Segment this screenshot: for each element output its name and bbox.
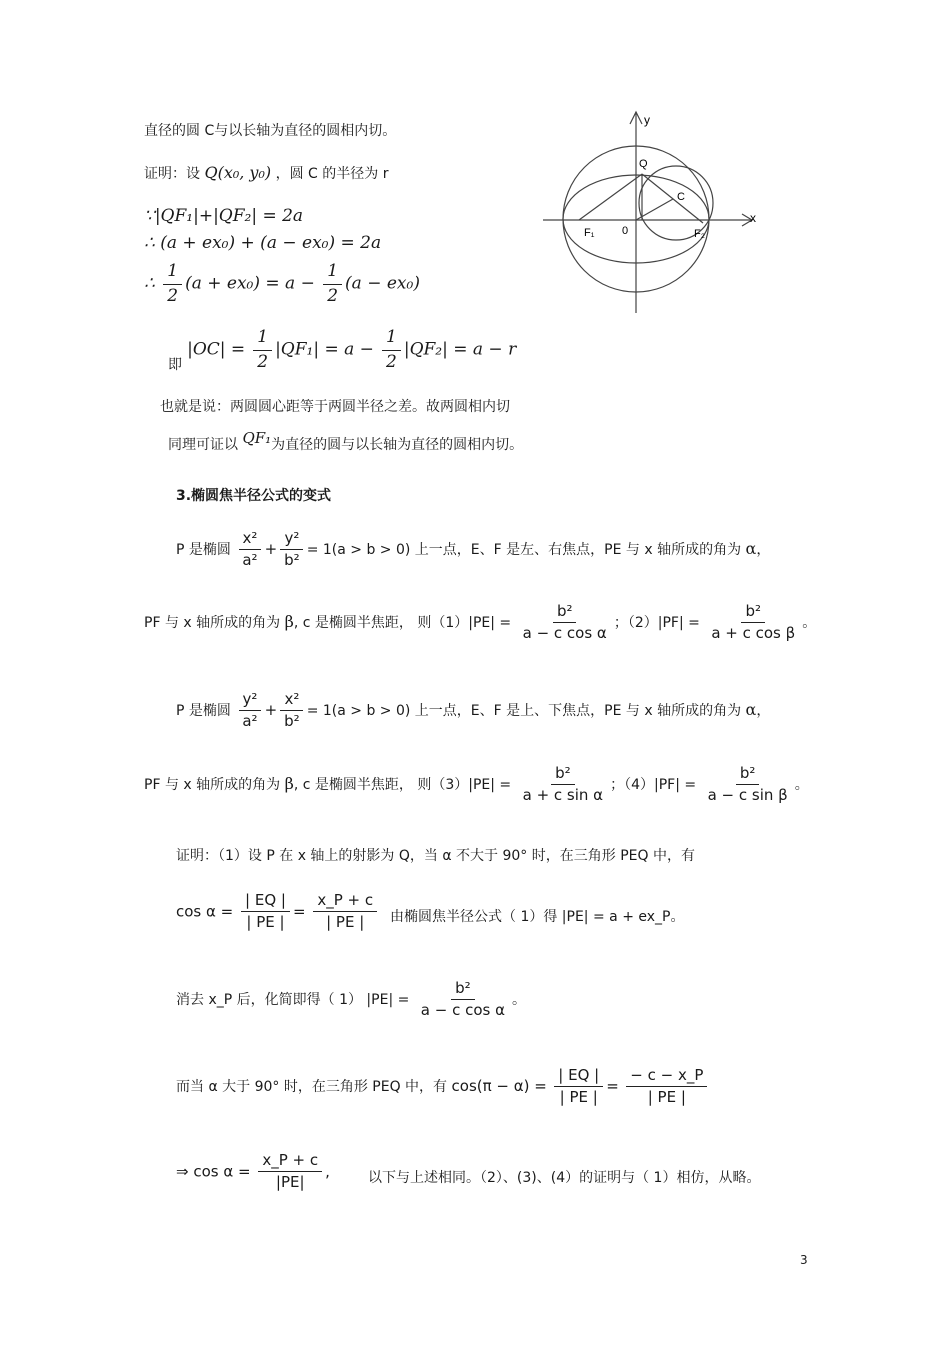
qf1-label: QF₁ (242, 429, 272, 447)
period: 。 (794, 776, 809, 793)
radius-text: ，圆 C 的半径为 r (275, 166, 389, 182)
therefore-symbol: ∴ (144, 273, 155, 294)
equation-1: ∵|QF₁|+|QF₂| = 2a (144, 206, 304, 226)
obtuse-prefix: 而当 α 大于 90° 时，在三角形 PEQ 中，有 (176, 1078, 448, 1095)
formula-3-fraction: $\frac{\text{b²}}{\text{a + c sin α}}$ (522, 764, 604, 805)
proof-line-1: 证明：（1）设 P 在 x 轴上的射影为 Q，当 α 不大于 90° 时，在三角形 PEQ 中，有 (176, 848, 695, 864)
p3-mid: = 1(a > b > 0) 上一点，E、F 是上、下焦点，PE 与 x 轴所成的角为 (306, 702, 742, 719)
p3-prefix: P 是椭圆 (176, 702, 231, 719)
equation-2: ∴ (a + ex₀) + (a − ex₀) = 2a (144, 233, 382, 253)
equation-3 (144, 262, 420, 306)
y2-over-a2: $\frac{\text{y²}}{\text{a²}}$ (238, 691, 261, 731)
section3-line-4 (144, 765, 809, 805)
elim-prefix: 消去 x_P 后，化简即得（ 1） |PE| = (176, 991, 410, 1008)
p4-mid2: ；（4）|PF| = (610, 776, 697, 793)
similar-suffix: 为直径的圆与以长轴为直径的圆相内切。 (271, 437, 524, 453)
section-3-heading: 3.椭圆焦半径公式的变式 (176, 488, 332, 504)
plus-sign: + (264, 539, 278, 558)
x2-over-b2: $\frac{\text{x²}}{\text{b²}}$ (280, 691, 304, 731)
segment-qf1 (579, 174, 642, 220)
proof-lead: 证明：设 (144, 166, 200, 182)
equation-3-end: (a − ex₀) (345, 273, 420, 294)
proof-eliminate (176, 980, 526, 1020)
intro-line-1: 直径的圆 C与以长轴为直径的圆相内切。 (144, 123, 397, 139)
alpha-symbol: α (745, 699, 757, 719)
obtuse-fraction-1: $\frac{| EQ |}{| PE |}$ (554, 1067, 603, 1107)
point-q: Q(x₀, y₀) (204, 163, 272, 182)
x2-over-a2: $\frac{\text{x²}}{\text{a²}}$ (238, 530, 261, 570)
page-number: 3 (800, 1253, 808, 1267)
formula-1-fraction: $\frac{\text{b²}}{\text{a − c cos α}}$ (522, 602, 607, 643)
f1-label: F₁ (584, 227, 595, 239)
proof-by-formula: 由椭圆焦半径公式（ 1）得 |PE| = a + ex_P。 (390, 909, 685, 925)
proof-implies (176, 1152, 330, 1192)
p2-mid2: ；（2）|PF| = (613, 614, 700, 631)
plus-sign: + (264, 700, 278, 719)
period: 。 (802, 614, 817, 631)
section3-line-1 (176, 530, 770, 570)
y-label: y (644, 113, 650, 127)
intro-line-2 (144, 163, 388, 183)
x-label: x (750, 211, 756, 225)
p2-prefix: PF 与 x 轴所成的角为 (144, 614, 281, 631)
section3-line-2 (144, 603, 816, 643)
alpha-symbol: α (745, 538, 757, 558)
equation-3-mid: (a + ex₀) = a − (185, 273, 315, 294)
half-fraction: $\frac{1}{2}$ (323, 262, 342, 306)
comma: ， (756, 702, 771, 719)
equals-sign: = (606, 1076, 619, 1095)
beta-symbol: β (284, 773, 294, 793)
y2-over-b2: $\frac{\text{y²}}{\text{b²}}$ (280, 530, 304, 570)
similar-prefix: 同理可证以 (168, 437, 238, 453)
obtuse-fraction-2: $\frac{- c - x\_P}{| PE |}$ (626, 1067, 707, 1107)
equation-4 (168, 328, 516, 372)
ellipse-figure (538, 108, 770, 320)
implies-cos: ⇒ cos α = (176, 1162, 251, 1181)
p2-mid: , c 是椭圆半焦距， 则（1）|PE| = (293, 614, 512, 631)
p1-prefix: P 是椭圆 (176, 541, 231, 558)
c-label: C (677, 191, 685, 203)
equation-4-b: |QF₁| = a − (275, 339, 374, 360)
xp-plus-c-over-pe: $\frac{x\_P + c}{| PE |}$ (313, 892, 377, 932)
f2-label: F₂ (694, 228, 705, 240)
beta-symbol: β (284, 611, 294, 631)
eq-over-pe: $\frac{| EQ |}{| PE |}$ (241, 892, 290, 932)
proof-cos-equation (176, 892, 380, 932)
cos-pi-minus-alpha: cos(π − α) = (451, 1076, 547, 1095)
elim-end: 。 (512, 991, 527, 1008)
similar-proof-line (168, 429, 524, 454)
formula-2-fraction: $\frac{\text{b²}}{\text{a + c cos β}}$ (711, 602, 796, 643)
implies-fraction: $\frac{x\_P + c}{|PE|}$ (258, 1152, 322, 1192)
section3-line-3 (176, 691, 770, 731)
half-fraction: $\frac{1}{2}$ (163, 262, 182, 306)
proof-obtuse (176, 1067, 710, 1107)
formula-4-fraction: $\frac{\text{b²}}{\text{a − c sin β}}$ (707, 764, 788, 805)
p4-prefix: PF 与 x 轴所成的角为 (144, 776, 281, 793)
proof-rest: 以下与上述相同。（2）、(3)、(4）的证明与（ 1）相仿，从略。 (368, 1170, 761, 1186)
comma: ， (756, 541, 771, 558)
elim-fraction: $\frac{\text{b²}}{\text{a − c cos α}}$ (420, 979, 506, 1020)
implies-comma: , (325, 1162, 330, 1181)
cos-prefix: cos α = (176, 902, 234, 921)
namely-label: 即 (168, 356, 182, 373)
p1-mid: = 1(a > b > 0) 上一点，E、F 是左、右焦点，PE 与 x 轴所成的角为 (306, 541, 742, 558)
p4-mid: , c 是椭圆半焦距， 则（3）|PE| = (293, 776, 512, 793)
conclusion-line: 也就是说：两圆圆心距等于两圆半径之差。故两圆相内切 (160, 399, 510, 415)
q-label: Q (639, 158, 648, 170)
origin-label: 0 (622, 225, 629, 237)
half-fraction: $\frac{1}{2}$ (253, 328, 272, 372)
equals-sign: = (292, 902, 306, 921)
equation-4-c: |QF₂| = a − r (403, 339, 517, 360)
half-fraction: $\frac{1}{2}$ (382, 328, 401, 372)
equation-4-a: |OC| = (187, 339, 246, 360)
